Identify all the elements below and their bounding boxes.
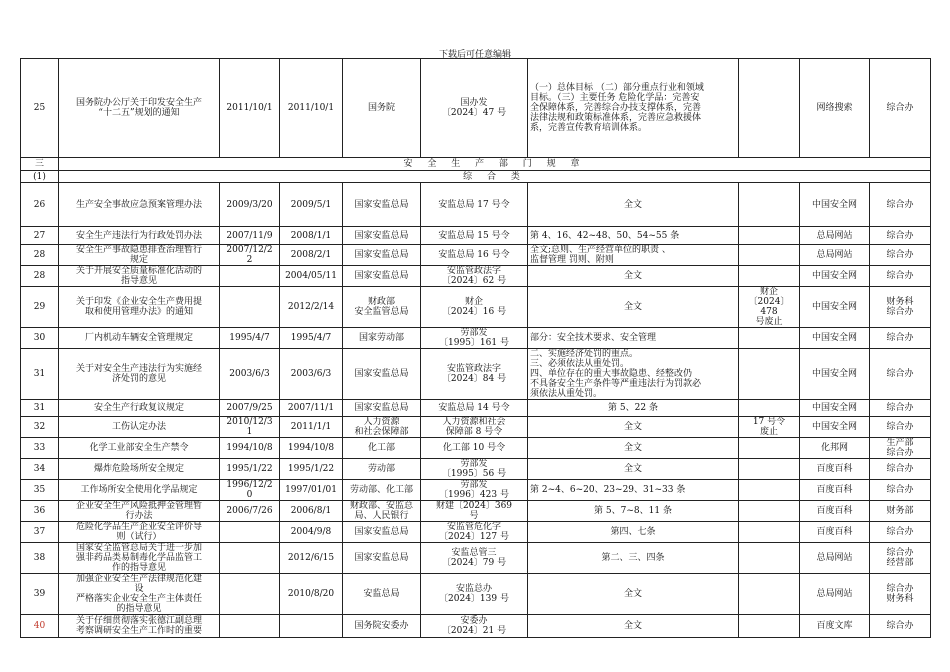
remark [739,400,800,417]
applicable-content: 全文 [528,417,739,438]
document-number: 劳部发 〔1995〕56 号 [421,459,528,480]
table-row [21,287,931,328]
applicable-content: 第 5、22 条 [528,400,739,417]
subsection-row [21,171,931,183]
row-number: 39 [21,574,59,615]
issue-date [220,266,280,287]
regulation-name: 厂内机动车辆安全管理规定 [59,328,220,349]
source: 中国安全网 [800,349,870,400]
effective-date: 2008/2/1 [280,245,343,266]
source: 中国安全网 [800,287,870,328]
document-number: 安监总局 14 号令 [421,400,528,417]
issuing-department: 国务院安委办 [343,615,421,638]
table-row [21,574,931,615]
regulation-name: 关于印发《企业安全生产费用提 取和使用管理办法》的通知 [59,287,220,328]
source: 中国安全网 [800,266,870,287]
effective-date: 2012/2/14 [280,287,343,328]
responsible-dept: 综合办 [870,480,931,501]
responsible-dept: 综合办 [870,59,931,158]
document-number: 劳部发 〔1996〕423 号 [421,480,528,501]
document-number: 安监总局 16 号令 [421,245,528,266]
row-number: 28 [21,245,59,266]
regulation-name: 生产安全事故应急预案管理办法 [59,183,220,227]
source: 百度百科 [800,480,870,501]
regulation-name: 危险化学品生产企业安全评价导 则（试行） [59,522,220,543]
table-row [21,501,931,522]
source: 中国安全网 [800,328,870,349]
regulation-name: 爆炸危险场所安全规定 [59,459,220,480]
table-row [21,459,931,480]
issuing-department: 国家安监总局 [343,183,421,227]
remark [739,245,800,266]
source: 化邦网 [800,438,870,459]
applicable-content: （一）总体目标 （二）部分重点行业和领域 目标。（三）主要任务 危险化学品：完善安 全保障体系，完善综合办技支撑体系，完善 法律法规和政策标准体系，完善应急救援体 系，完善宣传教育培训体系。 [528,59,739,158]
regulation-name: 加强企业安全生产法律规范化建 设 严格落实企业安全生产主体责任 的指导意见 [59,574,220,615]
document-number: 劳部发 〔1995〕161 号 [421,328,528,349]
issue-date: 1994/10/8 [220,438,280,459]
responsible-dept: 综合办 [870,349,931,400]
source: 百度百科 [800,459,870,480]
remark [739,349,800,400]
table-row [21,480,931,501]
effective-date [280,615,343,638]
effective-date: 1997/01/01 [280,480,343,501]
applicable-content: 全文 [528,183,739,227]
applicable-content: 全文 [528,459,739,480]
applicable-content: 二、实施经济处罚的重点。 三、必须依法从重处罚。 四、单位存在的重大事故隐患、经整改仍 不具备安全生产条件等严重违法行为罚款必 须依法从重处罚。 [528,349,739,400]
issue-date: 1995/4/7 [220,328,280,349]
responsible-dept: 综合办 [870,266,931,287]
section-title: 安 全 生 产 部 门 规 章 [59,158,931,171]
row-number: 37 [21,522,59,543]
row-number: 26 [21,183,59,227]
document-number: 安委办 〔2024〕21 号 [421,615,528,638]
remark [739,227,800,245]
regulation-name: 国家安全监管总局关于进一步加 强非药品类易制毒化学品监管工 作的指导意见 [59,543,220,574]
issue-date: 2007/9/25 [220,400,280,417]
source: 总局网站 [800,245,870,266]
applicable-content: 全文 [528,574,739,615]
regulation-name: 企业安全生产风险抵押金管理暂 行办法 [59,501,220,522]
issue-date: 2009/3/20 [220,183,280,227]
responsible-dept: 综合办 [870,459,931,480]
source: 中国安全网 [800,183,870,227]
effective-date: 2006/8/1 [280,501,343,522]
table-row [21,543,931,574]
regulation-name: 关于仔细贯彻落实张德江副总理 考察调研安全生产工作时的重要 [59,615,220,638]
subsection-number: (1) [21,171,59,183]
responsible-dept: 综合办 [870,245,931,266]
remark [739,183,800,227]
applicable-content: 第四、七条 [528,522,739,543]
issuing-department: 国家劳动部 [343,328,421,349]
row-number: 31 [21,349,59,400]
document-number: 人力资源和社会 保障部 8 号令 [421,417,528,438]
remark [739,574,800,615]
regulation-name: 化学工业部安全生产禁令 [59,438,220,459]
issue-date [220,543,280,574]
document-number: 安监总管三 〔2024〕79 号 [421,543,528,574]
row-number: 36 [21,501,59,522]
issuing-department: 财政部、安监总 局、人民银行 [343,501,421,522]
applicable-content: 部分：安全技术要求、安全管理 [528,328,739,349]
row-number: 35 [21,480,59,501]
applicable-content: 全文 [528,438,739,459]
issue-date: 1995/1/22 [220,459,280,480]
table-row [21,266,931,287]
responsible-dept: 综合办 经营部 [870,543,931,574]
row-number: 31 [21,400,59,417]
effective-date: 2007/11/1 [280,400,343,417]
effective-date: 2011/1/1 [280,417,343,438]
source: 总局网站 [800,543,870,574]
issuing-department: 劳动部、化工部 [343,480,421,501]
issuing-department: 财政部 安全监管总局 [343,287,421,328]
row-number: 27 [21,227,59,245]
regulation-name: 安全生产事故隐患排查治理暂行 规定 [59,245,220,266]
effective-date: 2008/1/1 [280,227,343,245]
issue-date: 2007/12/2 2 [220,245,280,266]
document-number: 安监管政法字 〔2024〕84 号 [421,349,528,400]
regulation-name: 安全生产行政复议规定 [59,400,220,417]
document-number: 安监管危化字 〔2024〕127 号 [421,522,528,543]
document-number: 安监总局 15 号令 [421,227,528,245]
issuing-department: 国家安监总局 [343,245,421,266]
source: 百度百科 [800,522,870,543]
responsible-dept: 综合办 [870,183,931,227]
responsible-dept: 综合办 [870,417,931,438]
issuing-department: 劳动部 [343,459,421,480]
responsible-dept: 综合办 [870,400,931,417]
table-row [21,522,931,543]
page-header-note: 下载后可任意编辑 [438,50,511,60]
effective-date: 1995/1/22 [280,459,343,480]
issue-date [220,522,280,543]
remark [739,459,800,480]
applicable-content: 全文 [528,615,739,638]
responsible-dept: 财务科 综合办 [870,287,931,328]
table-row [21,183,931,227]
regulations-table [20,58,931,638]
effective-date: 1995/4/7 [280,328,343,349]
table-row [21,615,931,638]
issue-date [220,574,280,615]
applicable-content: 第 4、16、42~48、50、54~55 条 [528,227,739,245]
regulation-name: 安全生产违法行为行政处罚办法 [59,227,220,245]
table-row [21,417,931,438]
issuing-department: 国家安监总局 [343,349,421,400]
effective-date: 2011/10/1 [280,59,343,158]
responsible-dept: 综合办 [870,227,931,245]
issue-date: 1996/12/2 0 [220,480,280,501]
table-row [21,400,931,417]
remark [739,501,800,522]
remark [739,266,800,287]
remark [739,543,800,574]
regulation-name: 工伤认定办法 [59,417,220,438]
issuing-department: 国家安监总局 [343,400,421,417]
responsible-dept: 财务部 [870,501,931,522]
issue-date: 2010/12/3 1 [220,417,280,438]
section-row [21,158,931,171]
effective-date: 2009/5/1 [280,183,343,227]
table-row [21,349,931,400]
document-number: 化工部 10 号令 [421,438,528,459]
remark [739,438,800,459]
issuing-department: 化工部 [343,438,421,459]
subsection-title: 综 合 类 [59,171,931,183]
source: 总局网站 [800,574,870,615]
applicable-content: 全文 [528,266,739,287]
table-row [21,245,931,266]
table-row [21,328,931,349]
applicable-content: 第 5、7~8、11 条 [528,501,739,522]
source: 网络搜索 [800,59,870,158]
source: 总局网站 [800,227,870,245]
issue-date [220,615,280,638]
source: 中国安全网 [800,417,870,438]
responsible-dept: 生产部 综合办 [870,438,931,459]
issuing-department: 安监总局 [343,574,421,615]
effective-date: 2004/9/8 [280,522,343,543]
issuing-department: 国家安监总局 [343,543,421,574]
row-number: 30 [21,328,59,349]
row-number: 33 [21,438,59,459]
issue-date: 2003/6/3 [220,349,280,400]
remark [739,615,800,638]
issuing-department: 国务院 [343,59,421,158]
row-number: 25 [21,59,59,158]
effective-date: 2004/05/11 [280,266,343,287]
effective-date: 1994/10/8 [280,438,343,459]
regulation-name: 关于开展安全质量标准化活动的 指导意见 [59,266,220,287]
regulation-name: 国务院办公厅关于印发安全生产 “十二五”规划的通知 [59,59,220,158]
applicable-content: 第二、三、四条 [528,543,739,574]
row-number: 28 [21,266,59,287]
regulation-name: 工作场所安全使用化学品规定 [59,480,220,501]
source: 百度文库 [800,615,870,638]
remark [739,522,800,543]
table-row [21,59,931,158]
remark [739,328,800,349]
table-row [21,227,931,245]
responsible-dept: 综合办 [870,328,931,349]
issuing-department: 国家安监总局 [343,227,421,245]
table-row [21,438,931,459]
effective-date: 2012/6/15 [280,543,343,574]
issue-date: 2006/7/26 [220,501,280,522]
row-number: 32 [21,417,59,438]
applicable-content: 全文 [528,287,739,328]
effective-date: 2003/6/3 [280,349,343,400]
regulation-name: 关于对安全生产违法行为实施经 济处罚的意见 [59,349,220,400]
row-number: 38 [21,543,59,574]
issuing-department: 国家安监总局 [343,522,421,543]
issue-date: 2007/11/9 [220,227,280,245]
issue-date [220,287,280,328]
row-number: 29 [21,287,59,328]
document-number: 安监总办 〔2024〕139 号 [421,574,528,615]
responsible-dept: 综合办 财务科 [870,574,931,615]
remark: 17 号令 废止 [739,417,800,438]
document-number: 安监总局 17 号令 [421,183,528,227]
remark [739,480,800,501]
issuing-department: 人力资源 和社会保障部 [343,417,421,438]
row-number: 40 [21,615,59,638]
source: 中国安全网 [800,400,870,417]
document-number: 安监管政法字 〔2024〕62 号 [421,266,528,287]
issue-date: 2011/10/1 [220,59,280,158]
responsible-dept: 综合办 [870,522,931,543]
applicable-content: 全文;总则、生产经营单位的职责 、 监督管理 罚则、附则 [528,245,739,266]
responsible-dept: 综合办 [870,615,931,638]
remark [739,59,800,158]
issuing-department: 国家安监总局 [343,266,421,287]
document-number: 国办发 〔2024〕47 号 [421,59,528,158]
document-number: 财企 〔2024〕16 号 [421,287,528,328]
section-number: 三 [21,158,59,171]
document-number: 财建〔2024〕369 号 [421,501,528,522]
effective-date: 2010/8/20 [280,574,343,615]
source: 百度百科 [800,501,870,522]
row-number: 34 [21,459,59,480]
remark: 财企 〔2024〕478 号废止 [739,287,800,328]
applicable-content: 第 2~4、6~20、23~29、31~33 条 [528,480,739,501]
